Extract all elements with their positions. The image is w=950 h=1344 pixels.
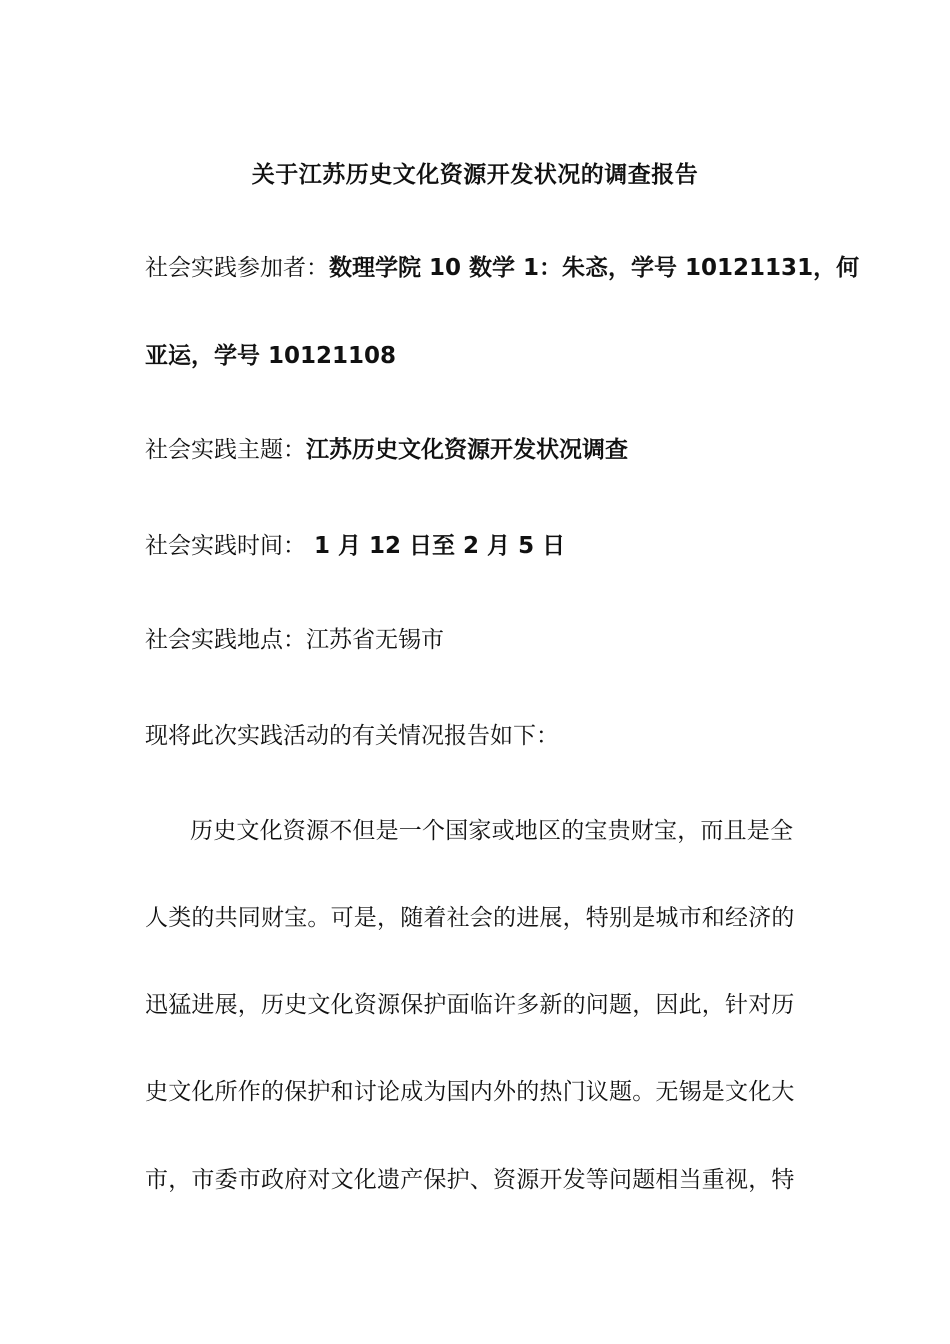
participants-value-1: 数理学院 10 数学 1：朱忞，学号 10121131，何 (329, 255, 860, 281)
place-line (145, 622, 805, 658)
participants-line-2 (145, 338, 805, 374)
paragraph-line: 迅猛进展，历史文化资源保护面临许多新的问题，因此，针对历 (145, 992, 795, 1018)
document-title: 关于江苏历史文化资源开发状况的调查报告 (251, 162, 699, 188)
participants-value-2: 亚运，学号 10121108 (145, 343, 397, 369)
place-label: 社会实践地点： (145, 627, 306, 653)
theme-value: 江苏历史文化资源开发状况调查 (306, 437, 628, 463)
place-value: 江苏省无锡市 (306, 627, 444, 653)
participants-line-1 (145, 250, 860, 286)
theme-line (145, 432, 805, 468)
participants-label: 社会实践参加者： (145, 255, 329, 281)
intro-line: 现将此次实践活动的有关情况报告如下： (145, 723, 559, 749)
time-line (145, 528, 805, 564)
time-value: 1 月 12 日至 2 月 5 日 (306, 533, 566, 559)
time-label: 社会实践时间： (145, 533, 306, 559)
paragraph-line: 人类的共同财宝。可是，随着社会的进展，特别是城市和经济的 (145, 905, 795, 931)
theme-label: 社会实践主题： (145, 437, 306, 463)
paragraph-line: 史文化所作的保护和讨论成为国内外的热门议题。无锡是文化大 (145, 1079, 795, 1105)
paragraph-line: 市，市委市政府对文化遗产保护、资源开发等问题相当重视，特 (145, 1167, 795, 1193)
paragraph-line: 历史文化资源不但是一个国家或地区的宝贵财宝，而且是全 (190, 818, 794, 844)
